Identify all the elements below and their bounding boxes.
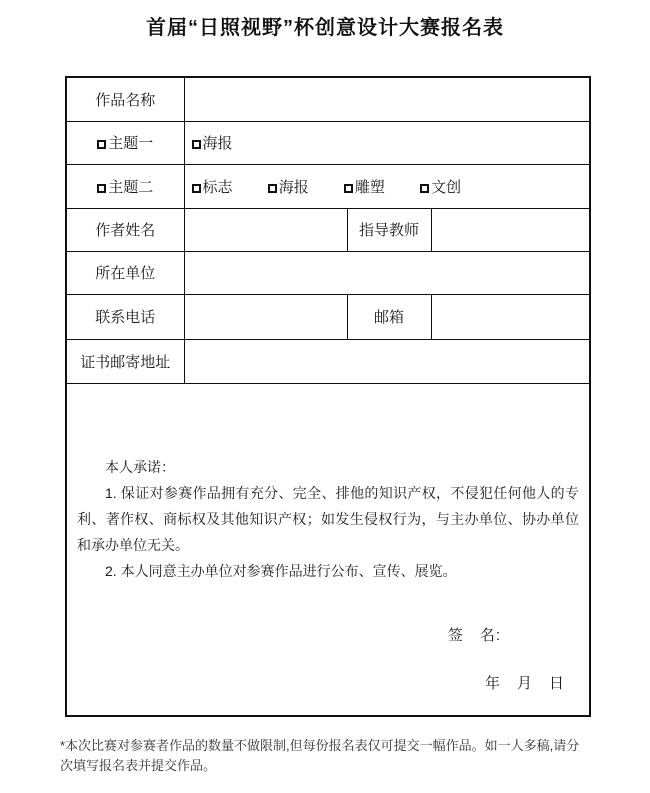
form-title: 首届“日照视野”杯创意设计大赛报名表 bbox=[146, 17, 504, 39]
organization-input-cell[interactable] bbox=[184, 251, 590, 294]
row-phone-email bbox=[66, 294, 590, 339]
mailing-address-input-cell[interactable] bbox=[184, 339, 590, 383]
checkbox-icon[interactable] bbox=[344, 184, 353, 193]
option-label: 标志 bbox=[202, 178, 233, 196]
option-label: 雕塑 bbox=[354, 178, 385, 196]
checkbox-icon[interactable] bbox=[192, 184, 201, 193]
theme2-option-sculpture[interactable] bbox=[344, 179, 385, 196]
work-name-label: 作品名称 bbox=[66, 77, 184, 121]
pledge-item-2: 2. 本人同意主办单位对参赛作品进行公布、宣传、展览。 bbox=[105, 562, 457, 579]
pledge-cell bbox=[66, 383, 590, 716]
advisor-input-cell[interactable] bbox=[431, 208, 590, 251]
checkbox-icon[interactable] bbox=[192, 140, 201, 149]
checkbox-icon[interactable] bbox=[97, 184, 106, 193]
row-author bbox=[66, 208, 590, 251]
mailing-address-label: 证书邮寄地址 bbox=[66, 339, 184, 383]
theme1-checkbox-item[interactable] bbox=[97, 135, 153, 152]
theme2-checkbox-item[interactable] bbox=[97, 179, 153, 196]
phone-input-cell[interactable] bbox=[184, 294, 347, 339]
row-mailing-address bbox=[66, 339, 590, 383]
option-label: 海报 bbox=[278, 178, 309, 196]
advisor-label: 指导教师 bbox=[347, 208, 431, 251]
phone-label: 联系电话 bbox=[66, 294, 184, 339]
pledge-heading: 本人承诺： bbox=[105, 458, 175, 475]
row-work-name bbox=[66, 77, 590, 121]
checkbox-icon[interactable] bbox=[420, 184, 429, 193]
theme1-option-poster[interactable] bbox=[192, 135, 233, 152]
theme2-option-cultural[interactable] bbox=[420, 179, 461, 196]
checkbox-icon[interactable] bbox=[97, 140, 106, 149]
row-organization bbox=[66, 251, 590, 294]
signature-label: 签 名: bbox=[447, 626, 501, 644]
option-label: 文创 bbox=[431, 178, 462, 196]
theme2-label-cell bbox=[66, 164, 184, 208]
theme2-option-poster[interactable] bbox=[268, 179, 309, 196]
row-theme2 bbox=[66, 164, 590, 208]
row-pledge bbox=[66, 383, 590, 716]
organization-label: 所在单位 bbox=[66, 251, 184, 294]
pledge-item-1: 1. 保证对参赛作品拥有充分、完全、排他的知识产权，不侵犯任何他人的专利、著作权、商标权及其他知识产权；如发生侵权行为，与主办单位、协办单位和承办单位无关。 bbox=[77, 484, 579, 553]
theme2-option-logo[interactable] bbox=[192, 179, 233, 196]
option-label: 海报 bbox=[202, 135, 233, 152]
row-theme1 bbox=[66, 121, 590, 164]
date-label: 年 月 日 bbox=[484, 674, 565, 692]
author-input-cell[interactable] bbox=[184, 208, 347, 251]
registration-form-table bbox=[65, 76, 591, 717]
theme1-options-cell bbox=[184, 121, 590, 164]
email-label: 邮箱 bbox=[347, 294, 431, 339]
theme2-options-cell bbox=[184, 164, 590, 208]
author-label: 作者姓名 bbox=[66, 208, 184, 251]
footnote: *本次比赛对参赛者作品的数量不做限制,但每份报名表仅可提交一幅作品。如一人多稿,请分次填写报名表并提交作品。 bbox=[60, 738, 580, 773]
theme2-label: 主题二 bbox=[108, 178, 154, 196]
checkbox-icon[interactable] bbox=[268, 184, 277, 193]
theme1-label: 主题一 bbox=[108, 135, 154, 152]
theme1-label-cell bbox=[66, 121, 184, 164]
email-input-cell[interactable] bbox=[431, 294, 590, 339]
work-name-input-cell[interactable] bbox=[184, 77, 590, 121]
